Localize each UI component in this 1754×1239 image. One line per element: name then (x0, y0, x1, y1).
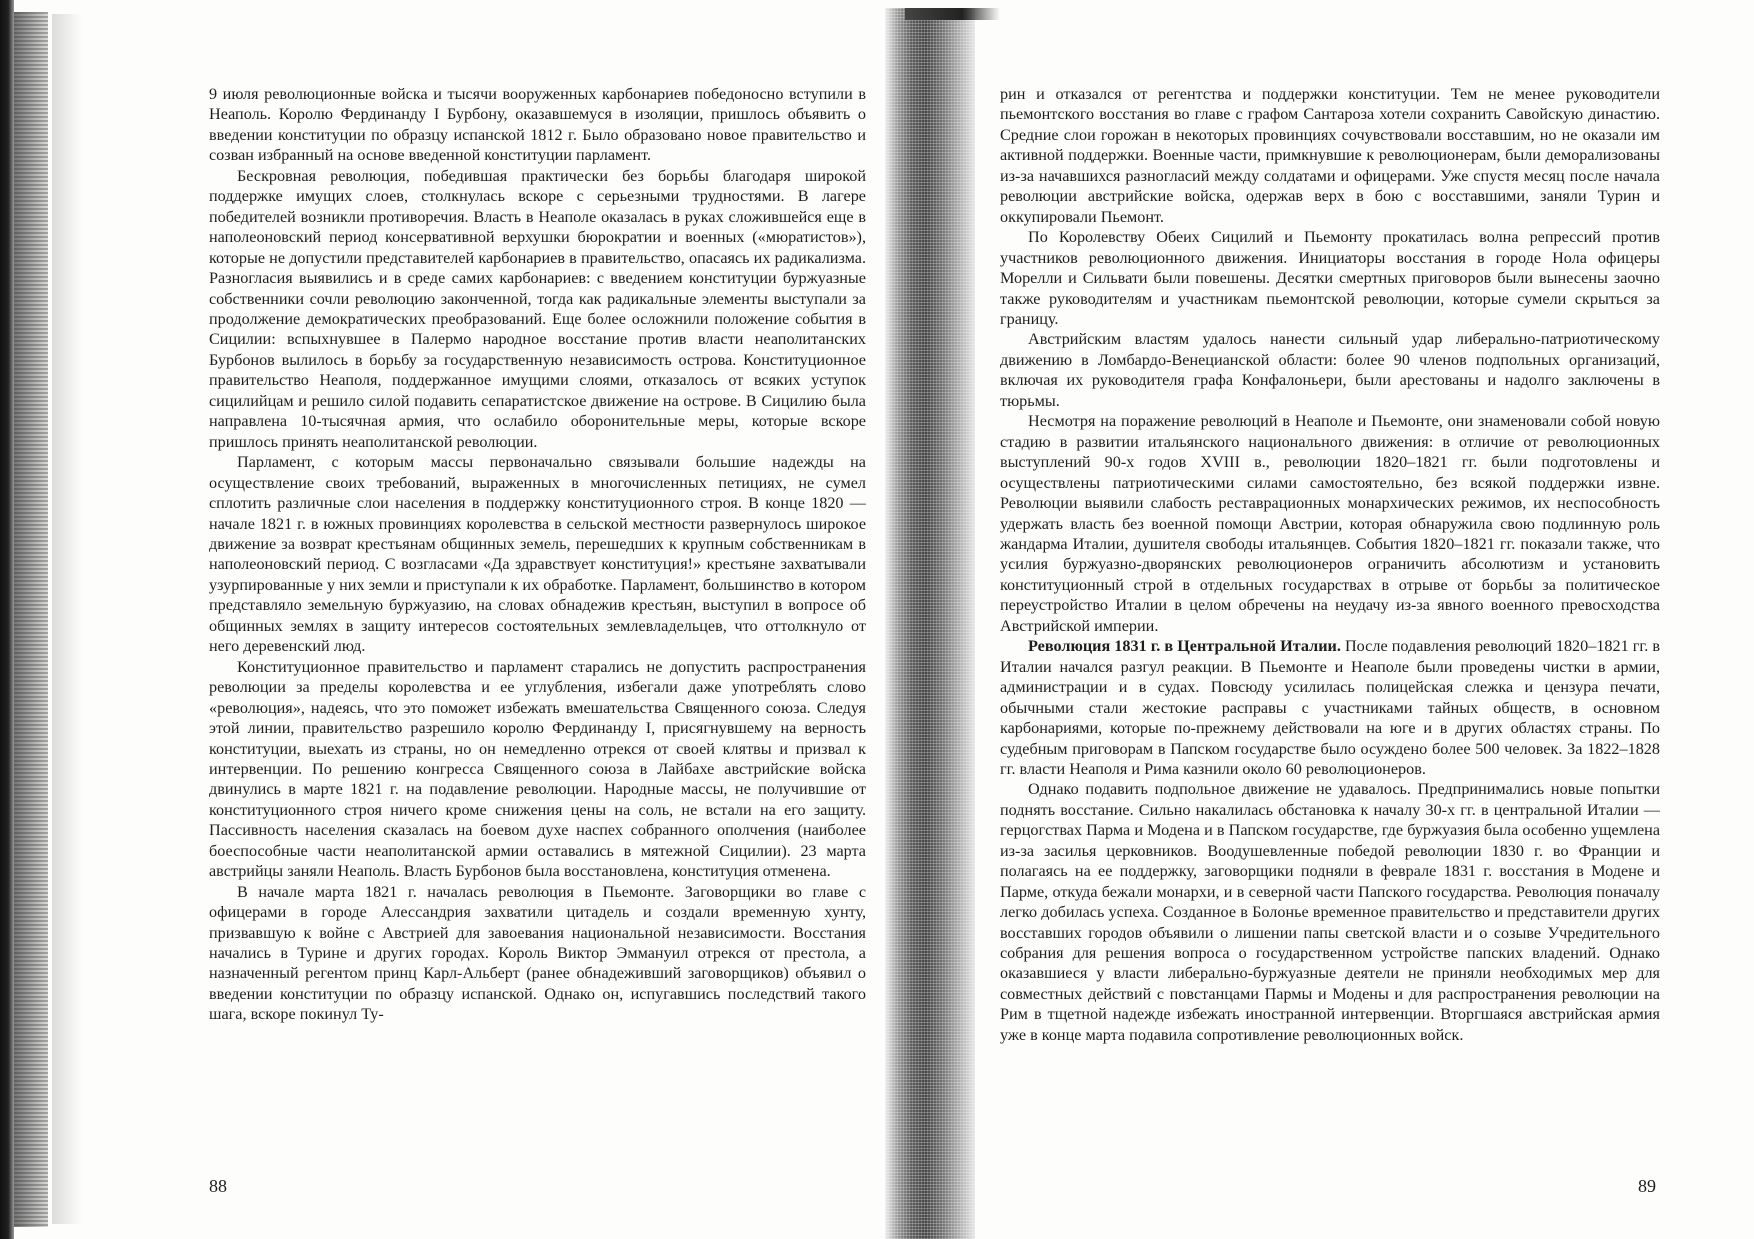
right-paragraph-2: По Королевству Обеих Сицилий и Пьемонту прокатилась волна репрессий против участников революционного движения. Инициаторы восстания в городе Нола офицеры Морелли и Сильвати были повешены. Десятки смертных приговоров были вынесены заочно также руководителям и участникам пьемонтской революции, которые сумели скрыться за границу. (1000, 228, 1660, 328)
section-heading-paragraph-text: После подавления революций 1820–1821 гг. в Италии начался разгул реакции. В Пьемонте и Неаполе были проведены чистки в армии, администрации и в судах. Повсюду усилилась полицейская слежка и цензура печати, обычными стали жестокие расправы с участниками тайных обществ, в основном карбонариями, которые по-прежнему действовали на юге и в других областях страны. По судебным приговорам в Папском государстве было осуждено более 500 человек. За 1822–1828 гг. власти Неаполя и Рима казнили около 60 революционеров. (1000, 637, 1660, 778)
right-page-number: 89 (1638, 1176, 1656, 1196)
right-page-text (1000, 84, 1660, 1045)
right-paragraph-last: Однако подавить подпольное движение не удавалось. Предпринимались новые попытки поднять восстание. Сильно накалилась обстановка к началу 30-х гг. в центральной Италии — герцогствах Парма и Модена и в Папском государстве, где буржуазия была особенно ущемлена из-за засилья церковников. Воодушевленные победой революции 1830 г. во Франции и полагаясь на ее поддержку, заговорщики подняли в феврале 1831 г. восстания в Модене и Парме, откуда бежали монархи, и в северной части Папского государства. Революция поначалу легко добилась успеха. Созданное в Болонье временное правительство и представители других восставших городов объявили о лишении папы светской власти и о созыве Учредительного собрания для решения вопроса о государственном устройстве папских владений. Однако оказавшиеся у власти либерально-буржуазные деятели не приняли необходимых мер для совместных действий с повстанцами Пармы и Модены и для распространения революции на Рим в тщетной надежде избежать иностранной интервенции. Вторгшаяся австрийская армия уже в конце марта подавила сопротивление революционных войск. (1000, 780, 1660, 1044)
left-page-text (209, 84, 866, 1025)
left-paragraph-3: Парламент, с которым массы первоначально связывали большие надежды на осуществление своих требований, выраженных в многочисленных петициях, не сумел сплотить различные слои населения в поддержку конституционного строя. В конце 1820 — начале 1821 г. в южных провинциях королевства в сельской местности развернулось широкое движение за возврат крестьянам общинных земель, перешедших к крупным собственникам в наполеоновский период. С возгласами «Да здравствует конституция!» крестьяне захватывали узурпированные у них земли и приступали к их обработке. Парламент, большинство в котором представляло земельную буржуазию, на словах обнадежив крестьян, выступил в вопросе об общинных землях в защиту интересов состоятельных землевладельцев, что оттолкнуло от него деревенский люд. (209, 453, 866, 656)
left-paragraph-5: В начале марта 1821 г. началась революция в Пьемонте. Заговорщики во главе с офицерами в городе Алессандрия захватили цитадель и создали временную хунту, призвавшую к войне с Австрией для завоевания национальной независимости. Восстания начались в Турине и других городах. Король Виктор Эммануил отрекся от престола, а назначенный регентом принц Карл-Альберт (ранее обнадеживший заговорщиков) объявил о введении конституции по образцу испанской. Однако он, испугавшись последствий такого шага, вскоре покинул Ту- (209, 882, 866, 1024)
scan-left-edge (0, 0, 14, 1239)
right-paragraph-1: рин и отказался от регентства и поддержки конституции. Тем не менее руководители пьемонтского восстания во главе с графом Сантароза хотели сохранить Савойскую династию. Средние слои горожан в некоторых провинциях сочувствовали восставшим, но не оказали им активной поддержки. Военные части, примкнувшие к революционерам, были деморализованы из-за начавшихся разногласий между солдатами и офицерами. Уже спустя месяц после начала революции австрийские войска, одержав верх в бою с восставшими, заняли Турин и оккупировали Пьемонт. (1000, 85, 1660, 226)
scan-left-edge-shadow (14, 12, 48, 1227)
book-spine-top (905, 8, 1000, 20)
section-heading: Революция 1831 г. в Центральной Италии. (1028, 637, 1341, 656)
left-paragraph-1: 9 июля революционные войска и тысячи вооруженных карбонариев победоносно вступили в Неаполь. Королю Фердинанду I Бурбону, оказавшемуся в изоляции, пришлось объявить о введении конституции по образцу испанской 1812 г. Было образовано новое правительство и созван избранный на основе введенной конституции парламент. (209, 85, 866, 165)
right-paragraph-3: Австрийским властям удалось нанести сильный удар либерально-патриотическому движению в Ломбардо-Венецианской области: более 90 членов подпольных организаций, включая их руководителя графа Конфалоньери, были арестованы и надолго заключены в тюрьмы. (1000, 330, 1660, 410)
book-spine-shadow (885, 8, 975, 1239)
left-paragraph-2: Бескровная революция, победившая практически без борьбы благодаря широкой поддержке имущих слоев, столкнулась вскоре с серьезными трудностями. В лагере победителей возникли противоречия. Власть в Неаполе оказалась в руках сложившейся еще в наполеоновский период консервативной верхушки бюрократии и военных («мюратистов»), которые не допустили представителей карбонариев в правительство, опасаясь их радикализма. Разногласия выявились и в среде самих карбонариев: с введением конституции буржуазные собственники сочли революцию законченной, тогда как радикальные элементы выступали за продолжение демократических преобразований. Еще более осложнили положение события в Сицилии: вспыхнувшее в Палермо народное восстание против власти неаполитанских Бурбонов вылилось в борьбу за государственную независимость острова. Конституционное правительство Неаполя, поддержанное имущими слоями, отказалось от всяких уступок сицилийцам и решило силой подавить сепаратистское движение на острове. В Сицилию была направлена 10-тысячная армия, что ослабило оборонительные меры, которые вскоре пришлось принять неаполитанской революции. (209, 166, 866, 451)
left-paragraph-4: Конституционное правительство и парламент старались не допустить распространения революции за пределы королевства и ее углубления, избегали даже употреблять слово «революция», надеясь, что это поможет избежать вмешательства Священного союза. Следуя этой линии, правительство разрешило королю Фердинанду I, присягнувшему на верность конституции, выехать из страны, но он немедленно отрекся от своей клятвы и призвал к интервенции. По решению конгресса Священного союза в Лайбахе австрийские войска двинулись в марте 1821 г. на подавление революции. Народные массы, не получившие от конституционного строя ничего кроме снижения цены на соль, не встали на его защиту. Пассивность населения сказалась на боевом духе наспех собранного ополчения (наиболее боеспособные части неаполитанской армии оставались в мятежной Сицилии). 23 марта австрийцы заняли Неаполь. Власть Бурбонов была восстановлена, конституция отменена. (209, 657, 866, 881)
scan-left-edge-gradient (52, 14, 82, 1224)
right-paragraph-4: Несмотря на поражение революций в Неаполе и Пьемонте, они знаменовали собой новую стадию в развитии итальянского национального движения: в отличие от революционных выступлений 90-х годов XVIII в., революции 1820–1821 гг. были подготовлены и осуществлены патриотическими силами самостоятельно, без всякой поддержки извне. Революции выявили слабость реставрационных монархических режимов, их неспособность удержать власть без военной помощи Австрии, которая обнаружила свою подлинную роль жандарма Италии, душителя свободы итальянцев. События 1820–1821 гг. показали также, что усилия буржуазно-дворянских революционеров ограничить абсолютизм и установить конституционный строй в отдельных государствах в отрыве от борьбы за политическое переустройство Италии в целом обречены на неудачу из-за явного военного превосходства Австрийской империи. (1000, 412, 1660, 635)
left-page-number: 88 (209, 1176, 227, 1196)
right-heading-paragraph (1000, 636, 1660, 779)
